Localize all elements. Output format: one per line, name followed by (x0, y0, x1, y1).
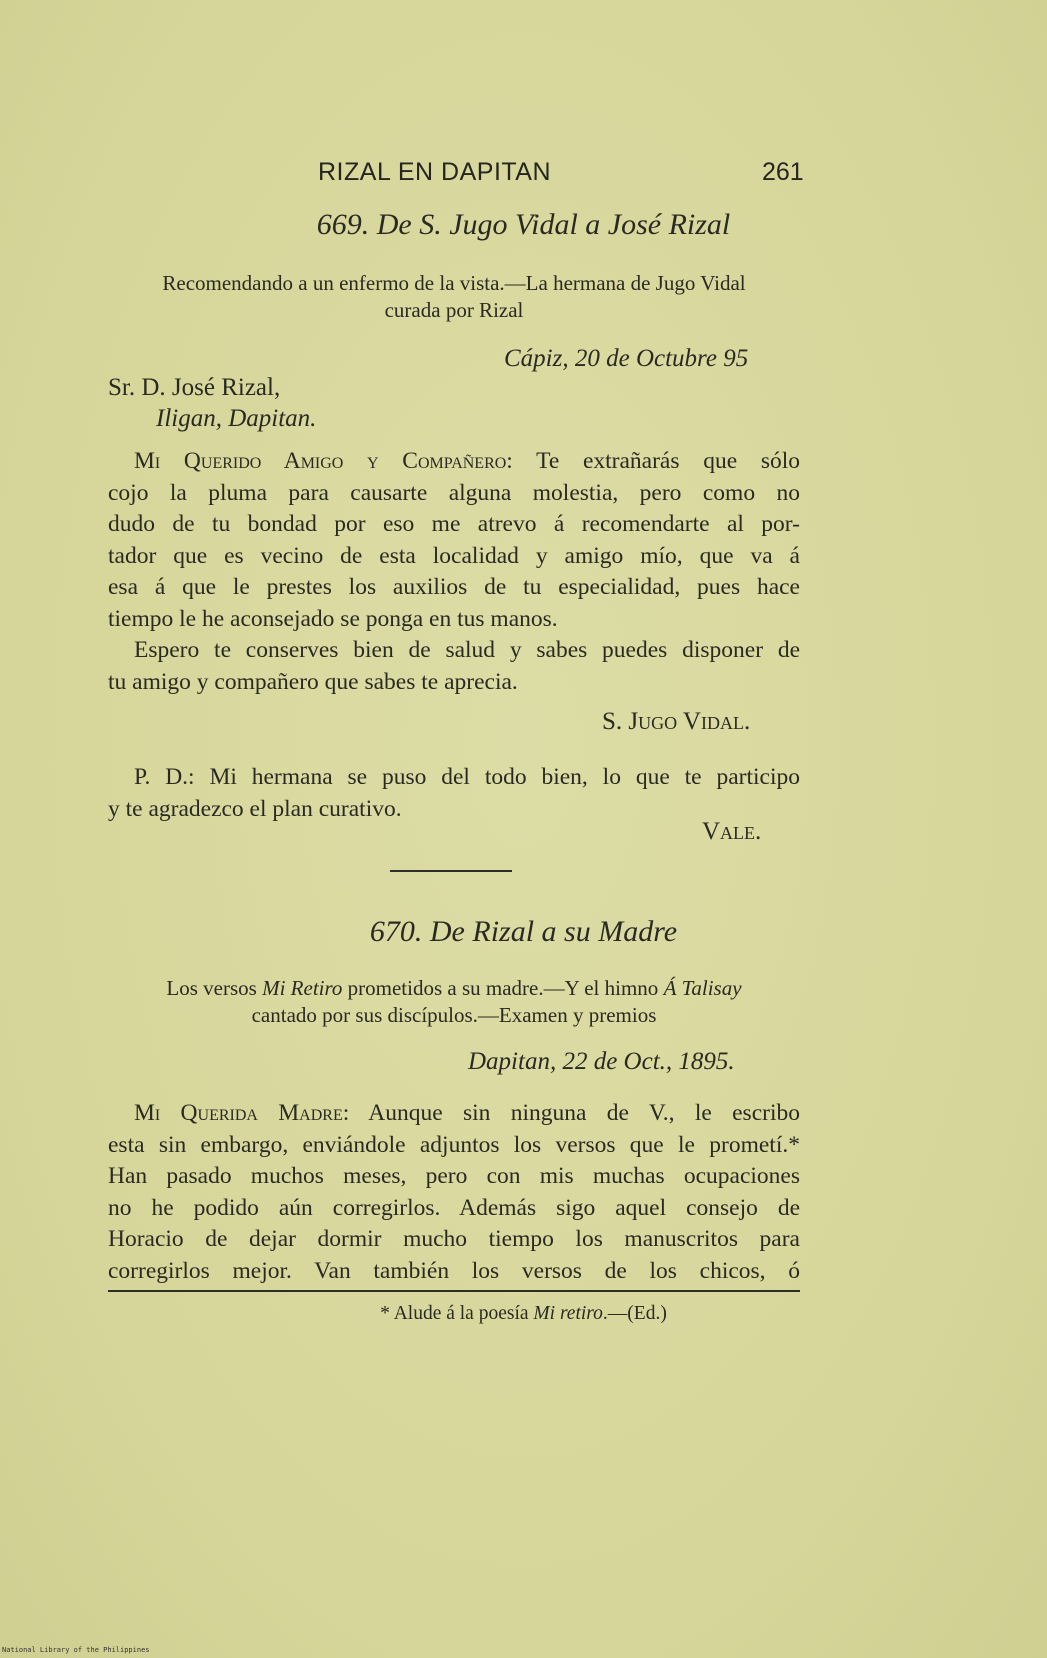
footnote-italic: Mi retiro (533, 1303, 603, 1324)
salutation: Mi Querida Madre: (134, 1100, 350, 1126)
text-line: tiempo le he aconsejado se ponga en tus manos. (108, 605, 558, 632)
footnote (0, 1303, 1047, 1325)
footnote-text: .—(Ed.) (602, 1303, 667, 1324)
summary-text: Los versos (166, 976, 263, 1000)
text-line: cojo la pluma para causarte alguna molestia, pero como no (108, 479, 800, 506)
text-line: esa á que le prestes los auxilios de tu especialidad, pues hace (108, 574, 800, 600)
text-line: dudo de tu bondad por eso me atrevo á recomendarte al por- (108, 511, 800, 537)
letter-669-title: 669. De S. Jugo Vidal a José Rizal (316, 208, 731, 241)
summary-line (108, 975, 800, 1002)
postscript (108, 762, 800, 825)
salutation: Mi Querido Amigo y Compañero: (134, 448, 513, 474)
letter-669-signature: S. Jugo Vidal. (602, 708, 751, 735)
letter-670-body (108, 1098, 800, 1287)
letter-669-place-date: Cápiz, 20 de Octubre 95 (504, 345, 749, 372)
letter-670-summary (108, 975, 800, 1029)
text-line: corregirlos mejor. Van también los versos de los chicos, ó (108, 1257, 800, 1284)
text-line: tador que es vecino de esta localidad y amigo mío, que va á (108, 542, 800, 569)
paragraph-text: Te extrañarás que sólo (536, 448, 801, 474)
letter-669-summary (108, 270, 800, 324)
letter-669-body (108, 446, 800, 698)
addressee-name: Sr. D. José Rizal, (108, 374, 281, 401)
summary-line: Recomendando a un enfermo de la vista.—La hermana de Jugo Vidal (162, 271, 746, 295)
summary-italic: Mi Retiro (262, 976, 343, 1000)
text-line: Horacio de dejar dormir mucho tiempo los manuscritos para (108, 1226, 800, 1252)
footnote-text: * Alude á la poesía (380, 1303, 534, 1324)
text-line: tu amigo y compañero que sabes te aprecia. (108, 668, 518, 695)
paragraph-first-line (108, 1098, 800, 1130)
summary-line: curada por Rizal (384, 298, 524, 322)
summary-italic: Á Talisay (663, 976, 742, 1000)
summary-line: cantado por sus discípulos.—Examen y premios (251, 1003, 657, 1027)
text-line: y te agradezco el plan curativo. (108, 795, 402, 822)
text-line: Espero te conserves bien de salud y sabes puedes disponer de (134, 637, 800, 663)
text-line: P. D.: Mi hermana se puso del todo bien, lo que te participo (134, 764, 800, 790)
running-title: RIZAL EN DAPITAN (318, 158, 552, 186)
paragraph-first-line (108, 446, 800, 478)
text-line: no he podido aún corregirlos. Además sigo aquel consejo de (108, 1194, 800, 1221)
library-watermark-text: National Library of the Philippines (2, 1646, 150, 1654)
addressee-place: Iligan, Dapitan. (156, 405, 317, 432)
page-number: 261 (762, 158, 804, 186)
section-divider (390, 870, 512, 872)
letter-670-title: 670. De Rizal a su Madre (369, 915, 678, 948)
letter-669-closing: Vale. (702, 818, 762, 845)
footnote-rule (108, 1290, 800, 1292)
text-line: Han pasado muchos meses, pero con mis muchas ocupaciones (108, 1163, 800, 1189)
letter-670-place-date: Dapitan, 22 de Oct., 1895. (468, 1048, 735, 1075)
paragraph-text: Aunque sin ninguna de V., le escribo (368, 1100, 800, 1126)
text-line: esta sin embargo, enviándole adjuntos los versos que le prometí.* (108, 1131, 800, 1158)
summary-text: prometidos a su madre.—Y el himno (342, 976, 664, 1000)
